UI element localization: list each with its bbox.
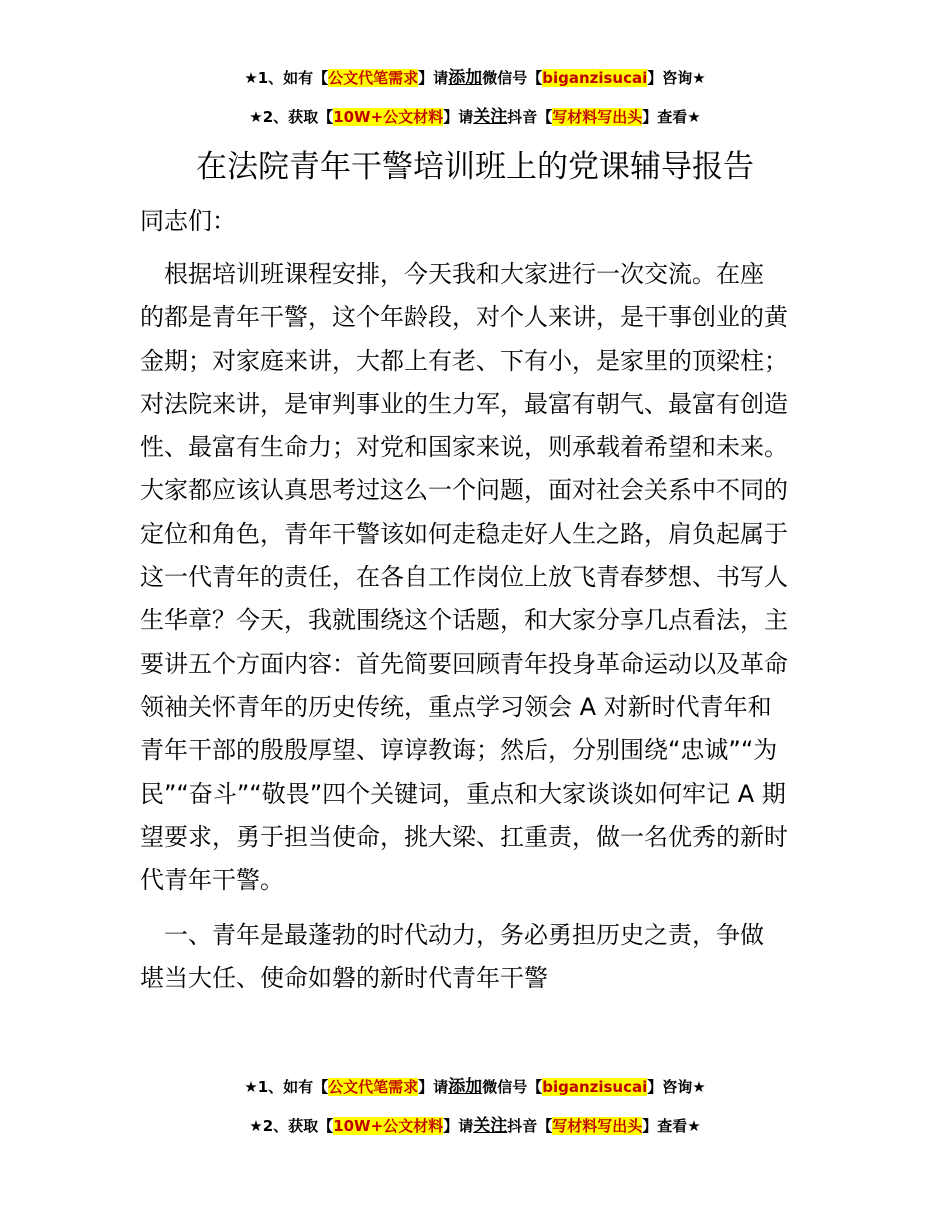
promo-highlight: 写材料写出头: [552, 108, 643, 126]
promo-line-1-footer: [0, 1075, 950, 1099]
document-title: 在法院青年干警培训班上的党课辅导报告: [196, 149, 754, 185]
promo-text: ★1、如有【: [244, 69, 329, 87]
promo-underline: 添加: [448, 68, 483, 88]
text-line: 领袖关怀青年的历史传统，重点学习领会 A 对新时代青年和: [140, 692, 772, 721]
salutation: [140, 200, 812, 243]
text-line: 性、最富有生命力；对党和国家来说，则承载着希望和未来。: [140, 433, 788, 462]
promo-line-2: [0, 105, 950, 129]
promo-text: 】咨询★: [647, 69, 706, 87]
text-line: 这一代青年的责任，在各自工作岗位上放飞青春梦想、书写人: [140, 563, 788, 592]
text-line: 要讲五个方面内容：首先简要回顾青年投身革命运动以及革命: [140, 649, 788, 678]
promo-text: ★1、如有【: [244, 1078, 329, 1096]
promo-text: ★2、获取【: [249, 1117, 334, 1135]
promo-text: 】查看★: [642, 1117, 701, 1135]
text-line: 的都是青年干警，这个年龄段，对个人来讲，是干事创业的黄: [140, 303, 788, 332]
promo-text: 微信号【: [482, 69, 543, 87]
promo-highlight: 写材料写出头: [552, 1117, 643, 1135]
salutation-line: 同志们：: [140, 207, 236, 235]
promo-highlight: biganzisucai: [542, 69, 648, 87]
text-line: 生华章？今天，我就围绕这个话题，和大家分享几点看法，主: [140, 606, 788, 635]
promo-text: 】请: [418, 69, 449, 87]
text-line: 民”“奋斗”“敬畏”四个关键词，重点和大家谈谈如何牢记 A 期: [140, 779, 786, 808]
promo-line-1: [0, 66, 950, 90]
promo-text: 微信号【: [482, 1078, 543, 1096]
paragraph-1: [140, 253, 812, 902]
promo-text: 】请: [443, 1117, 474, 1135]
promo-underline: 关注: [473, 1116, 508, 1136]
text-line: 青年干部的殷殷厚望、谆谆教诲；然后，分别围绕“忠诚”“为: [140, 736, 778, 765]
promo-text: 】请: [418, 1078, 449, 1096]
promo-highlight: 10W+公文材料: [333, 1117, 444, 1135]
promo-text: ★2、获取【: [249, 108, 334, 126]
text-line: 代青年干警。: [140, 866, 284, 895]
promo-text: 抖音【: [507, 108, 553, 126]
promo-text: 】咨询★: [647, 1078, 706, 1096]
text-line: 定位和角色，青年干警该如何走稳走好人生之路，肩负起属于: [140, 519, 788, 548]
promo-line-2-footer: [0, 1114, 950, 1138]
promo-text: 】查看★: [642, 108, 701, 126]
promo-text: 抖音【: [507, 1117, 553, 1135]
text-line: 堪当大任、使命如磐的新时代青年干警: [140, 964, 548, 993]
promo-text: 】请: [443, 108, 474, 126]
promo-underline: 关注: [473, 107, 508, 127]
text-line: 金期；对家庭来讲，大都上有老、下有小，是家里的顶梁柱；: [140, 346, 788, 375]
text-line: 一、青年是最蓬勃的时代动力，务必勇担历史之责，争做: [140, 921, 764, 949]
section-heading-1: [140, 914, 812, 1001]
text-line: 望要求，勇于担当使命，挑大梁、扛重责，做一名优秀的新时: [140, 822, 788, 851]
text-line: 对法院来讲，是审判事业的生力军，最富有朝气、最富有创造: [140, 389, 788, 418]
promo-highlight: 公文代笔需求: [328, 1078, 419, 1096]
text-line: 根据培训班课程安排，今天我和大家进行一次交流。在座: [140, 260, 764, 288]
promo-highlight: 10W+公文材料: [333, 108, 444, 126]
promo-underline: 添加: [448, 1077, 483, 1097]
text-line: 大家都应该认真思考过这么一个问题，面对社会关系中不同的: [140, 476, 788, 505]
promo-highlight: biganzisucai: [542, 1078, 648, 1096]
promo-highlight: 公文代笔需求: [328, 69, 419, 87]
